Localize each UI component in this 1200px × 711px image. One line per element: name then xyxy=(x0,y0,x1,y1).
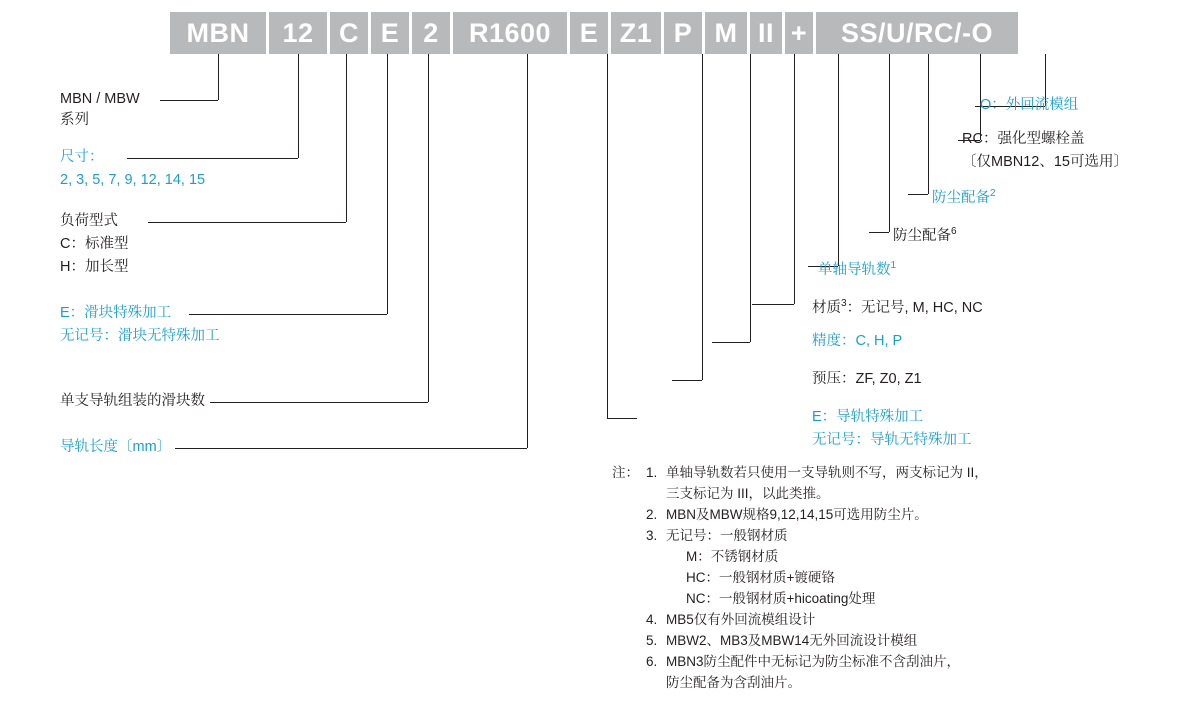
label-block-special: E：滑块特殊加工 xyxy=(60,305,172,321)
leader-rail-special-horizontal xyxy=(607,418,637,419)
label-size-values: 2, 3, 5, 7, 9, 12, 14, 15 xyxy=(60,172,206,188)
leader-block-special-vertical xyxy=(387,54,388,314)
notes-label-spacer xyxy=(612,630,646,651)
leader-block-count-horizontal xyxy=(210,402,428,403)
note-line: NC：一般钢材质+hicoating处理 xyxy=(686,591,876,606)
note-item xyxy=(612,651,988,693)
leader-load-horizontal xyxy=(148,222,346,223)
label-dust-config-2-text: 防尘配备 xyxy=(932,189,990,206)
code-cell-rail-length: R1600 xyxy=(453,12,567,54)
code-cell-precision: P xyxy=(664,12,702,54)
code-cell-size: 12 xyxy=(269,12,327,54)
note-item xyxy=(612,630,988,651)
label-precision: 精度：C, H, P xyxy=(812,333,903,349)
leader-preload-horizontal xyxy=(672,380,702,381)
code-cell-block-count: 2 xyxy=(412,12,450,54)
label-material-sup: 3 xyxy=(841,298,847,309)
notes-block xyxy=(612,462,988,693)
note-item xyxy=(612,504,988,525)
note-number: 1. xyxy=(646,465,658,480)
leader-dust6-vertical xyxy=(889,54,890,232)
label-rail-count-text: 单轴导轨数 xyxy=(818,261,891,278)
label-material-text: 材质 xyxy=(812,299,841,316)
part-number-code-row xyxy=(170,12,1021,54)
leader-rail-special-vertical xyxy=(607,54,608,418)
code-cell-load-type: C xyxy=(330,12,368,54)
leader-load-vertical xyxy=(346,54,347,222)
label-rail-length: 导轨长度〔mm〕 xyxy=(60,439,172,455)
label-load-h: H：加长型 xyxy=(60,259,129,275)
label-preload: 预压：ZF, Z0, Z1 xyxy=(812,371,922,387)
notes-label-spacer xyxy=(612,609,646,630)
label-rail-special: E：导轨特殊加工 xyxy=(812,409,924,425)
label-rc-line1: RC：强化型螺栓盖 xyxy=(962,131,1085,147)
leader-block-special-horizontal xyxy=(189,314,387,315)
notes-label-spacer xyxy=(612,651,646,693)
label-rail-count-sup: 1 xyxy=(890,260,897,271)
code-cell-series: MBN xyxy=(170,12,266,54)
leader-rail-length-horizontal xyxy=(175,448,527,449)
code-cell-rail-count: II xyxy=(750,12,782,54)
code-cell-preload: Z1 xyxy=(611,12,661,54)
leader-preload-vertical xyxy=(702,54,703,380)
note-line: HC：一般钢材质+镀硬铬 xyxy=(686,570,835,585)
note-line: M：不锈钢材质 xyxy=(686,549,779,564)
leader-material-horizontal xyxy=(752,304,794,305)
code-cell-rail-special: E xyxy=(570,12,608,54)
leader-dust2-horizontal xyxy=(908,194,928,195)
label-series-line1: MBN / MBW xyxy=(60,91,140,107)
leader-precision-horizontal xyxy=(712,342,750,343)
leader-size-horizontal xyxy=(127,158,298,159)
label-dust-config-6-sup: 6 xyxy=(951,226,957,237)
note-item xyxy=(612,462,988,504)
notes-label: 注： xyxy=(612,465,639,480)
note-line: 防尘配备为含刮油片。 xyxy=(666,675,801,690)
label-load-title: 负荷型式 xyxy=(60,213,118,229)
label-dust-config-6-text: 防尘配备 xyxy=(893,227,951,244)
note-line: 三支标记为 III，以此类推。 xyxy=(666,486,830,501)
label-rail-none: 无记号：导轨无特殊加工 xyxy=(812,432,972,448)
leader-dust6-horizontal xyxy=(869,232,889,233)
note-number: 6. xyxy=(646,654,658,669)
label-rc-line2: 〔仅MBN12、15可选用〕 xyxy=(962,154,1128,170)
leader-series-horizontal xyxy=(160,100,218,101)
note-line: MBN3防尘配件中无标记为防尘标准不含刮油片， xyxy=(666,654,961,669)
code-cell-options: SS/U/RC/-O xyxy=(816,12,1018,54)
note-number: 3. xyxy=(646,528,658,543)
label-dust-config-6 xyxy=(893,221,957,247)
leader-series-vertical xyxy=(218,54,219,100)
label-size-title: 尺寸： xyxy=(60,149,104,165)
note-number: 2. xyxy=(646,507,658,522)
code-cell-material: M xyxy=(705,12,747,54)
code-cell-plus: + xyxy=(785,12,813,54)
note-line: MBW2、MB3及MBW14无外回流设计模组 xyxy=(666,633,918,648)
label-dust-config-2-sup: 2 xyxy=(990,188,996,199)
note-line: MBN及MBW规格9,12,14,15可选用防尘片。 xyxy=(666,507,928,522)
note-line: 无记号：一般钢材质 xyxy=(666,528,788,543)
note-item xyxy=(612,609,988,630)
note-number: 5. xyxy=(646,633,658,648)
label-dust-config-2 xyxy=(932,183,996,209)
leader-precision-vertical xyxy=(750,54,751,342)
note-item xyxy=(612,525,988,609)
label-rail-count xyxy=(818,255,896,281)
note-line: MB5仅有外回流模组设计 xyxy=(666,612,816,627)
leader-rail-length-vertical xyxy=(527,54,528,448)
label-load-c: C：标准型 xyxy=(60,236,129,252)
label-material-rest: ：无记号, M, HC, NC xyxy=(846,299,983,316)
label-outer-circulation: O：外回流模组 xyxy=(980,97,1079,113)
leader-block-count-vertical xyxy=(428,54,429,402)
leader-dust2-vertical xyxy=(928,54,929,194)
label-block-count: 单支导轨组装的滑块数 xyxy=(60,393,205,409)
leader-material-vertical xyxy=(794,54,795,304)
note-line: 单轴导轨数若只使用一支导轨则不写，两支标记为 II， xyxy=(666,465,988,480)
leader-size-vertical xyxy=(298,54,299,158)
label-material xyxy=(812,293,983,319)
leader-rail-count-vertical xyxy=(838,54,839,266)
notes-label-spacer xyxy=(612,525,646,609)
label-block-none: 无记号：滑块无特殊加工 xyxy=(60,328,220,344)
note-number: 4. xyxy=(646,612,658,627)
code-cell-block-special: E xyxy=(371,12,409,54)
notes-label-spacer xyxy=(612,504,646,525)
label-series-line2: 系列 xyxy=(60,112,89,128)
